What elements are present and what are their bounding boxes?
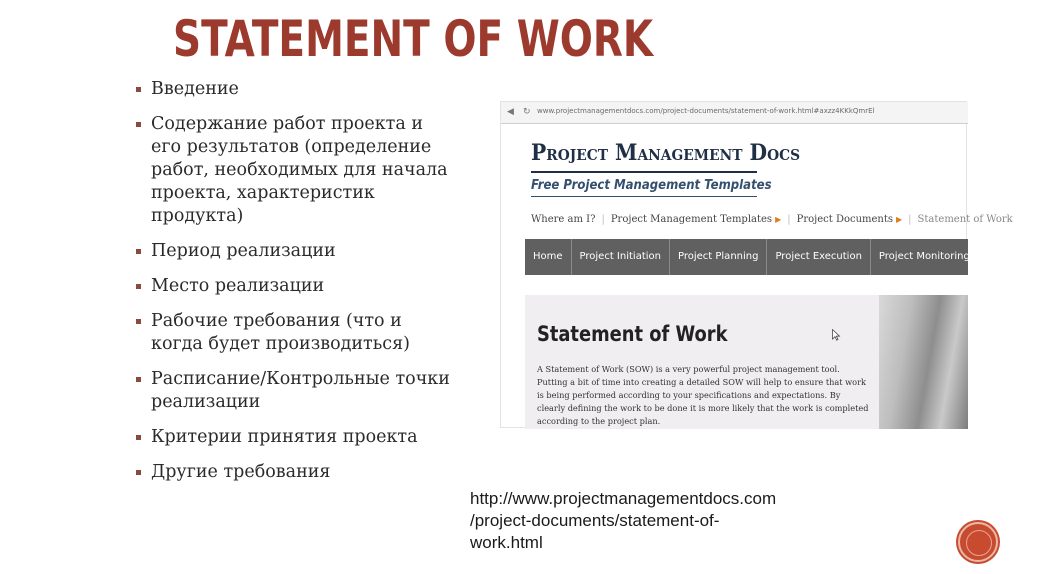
bullet-item: Период реализации [135,240,455,263]
bullet-item: Критерии принятия проекта [135,426,455,449]
breadcrumb-separator: | [601,214,605,225]
site-brand-logo: Project Management Docs [531,140,801,166]
screenshot-paragraph: A Statement of Work (SOW) is a very powerful project management tool. Putting a bit of time into creating a detailed SOW will help to ensure that work is being performed according to your specifications and expectations. By clearly defining the work to be done it is more likely that the work is completed according to the project plan. [537,364,869,426]
brand-underline [531,171,757,173]
bullet-item: Место реализации [135,275,455,298]
slide-nav-button[interactable] [958,522,998,562]
breadcrumb-label: Where am I? [531,214,596,225]
nav-item-initiation: Project Initiation [572,239,670,275]
bullet-item: Введение [135,78,455,101]
bullet-item: Другие требования [135,461,455,484]
source-link-line: http://www.projectmanagementdocs.com [470,489,777,508]
nav-item-monitoring: Project Monitoring & Controlling [878,251,1039,262]
bullet-list [135,78,455,496]
decorative-photo [879,295,968,429]
reload-icon: ↻ [523,107,531,117]
breadcrumb-separator: | [787,214,791,225]
breadcrumb-link: Project Documents [796,214,894,225]
browser-address-bar [501,102,968,124]
site-nav-bar [525,239,1039,275]
website-screenshot [500,101,1039,428]
nav-item-home: Home [525,239,572,275]
breadcrumb-current: Statement of Work [917,214,1013,225]
browser-url: www.projectmanagementdocs.com/project-documents/statement-of-work.html#axzz4KKkQmrEl [537,107,875,115]
bullet-item: Содержание работ проекта и его результатов (определение работ, необходимых для начала проекта, характеристик продукта) [135,113,455,228]
breadcrumb-arrow-icon: ▶ [775,215,782,224]
source-link-line: work.html [470,533,543,552]
slide-title: STATEMENT OF WORK [173,10,654,68]
back-arrow-icon: ◀ [507,107,514,117]
nav-item-execution: Project Execution [767,239,870,275]
bullet-item: Рабочие требования (что и когда будет производиться) [135,310,455,356]
breadcrumb-separator: | [908,214,912,225]
breadcrumb-link: Project Management Templates [610,214,773,225]
screenshot-heading: Statement of Work [537,322,728,346]
breadcrumb [531,214,1013,225]
mouse-cursor-icon [832,329,840,341]
tagline-underline [531,196,757,197]
bullet-item: Расписание/Контрольные точки реализации [135,368,455,414]
breadcrumb-arrow-icon: ▶ [896,215,903,224]
source-link-line: /project-documents/statement-of- [470,511,720,530]
site-tagline: Free Project Management Templates [531,178,772,193]
source-link[interactable] [470,488,850,554]
nav-item-planning: Project Planning [670,239,767,275]
